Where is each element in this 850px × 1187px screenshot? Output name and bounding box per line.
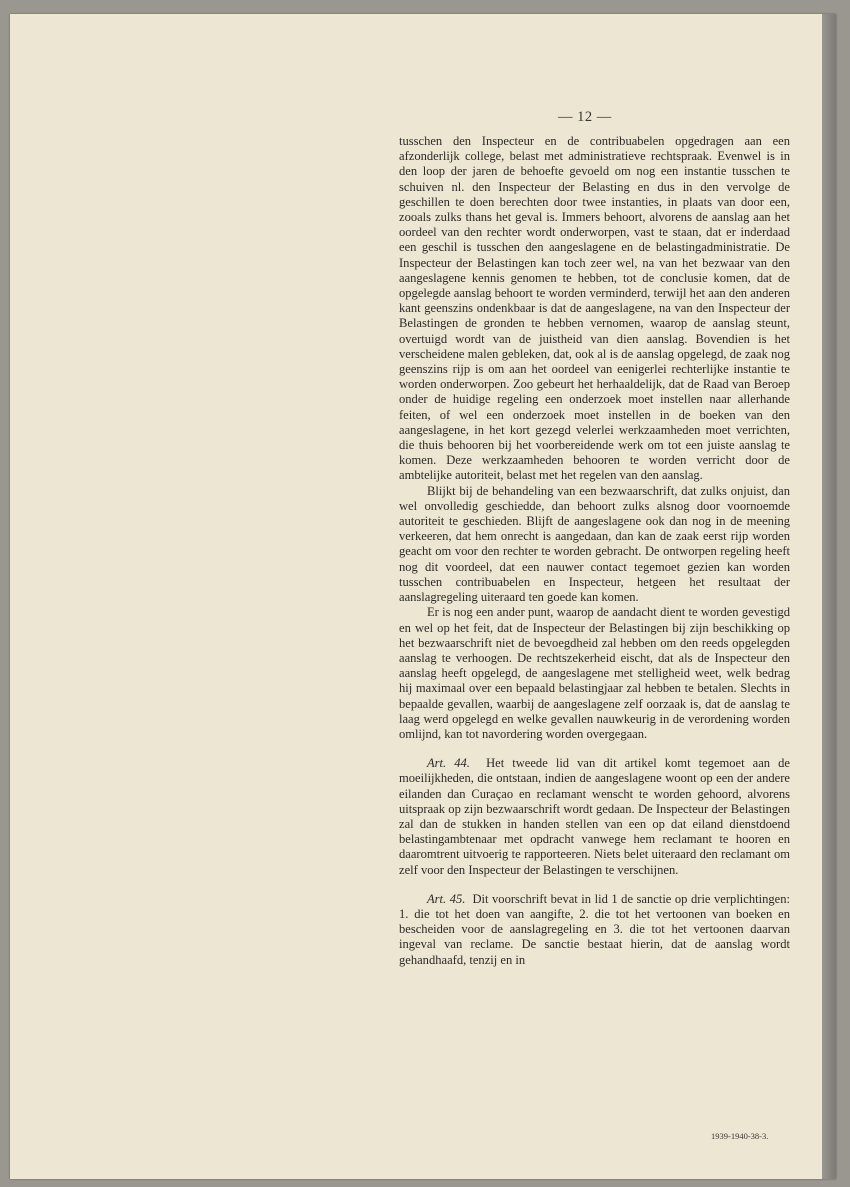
article-45-paragraph	[399, 892, 790, 968]
paragraph-1: tusschen den Inspecteur en de contribuabelen opgedragen aan een afzonderlijk college, belast met administratieve rechtspraak. Evenwel is in den loop der jaren de behoefte gevoeld om nog een instantie tusschen te schuiven nl. den Inspecteur der Belasting en dus in den vervolge de geschillen te doen berechten door twee instanties, in plaats van door een, zooals zulks thans het geval is. Immers behoort, alvorens de aanslag aan het oordeel van den rechter wordt onderworpen, vast te staan, dat er inderdaad een geschil is tusschen den aangeslagene en de belastingadministratie. De Inspecteur der Belastingen kan toch zeer wel, na van het bezwaar van den aangeslagene kennis genomen te hebben, tot de conclusie komen, dat de opgelegde aanslag behoort te worden verminderd, terwijl het aan den anderen kant geenszins ondenkbaar is dat de aangeslagene, na van den Inspecteur der Belastingen de gronden te hebben vernomen, waarop de aanslag steunt, overtuigd wordt van de juistheid van dien aanslag. Bovendien is het verscheidene malen gebleken, dat, ook al is de aanslag opgelegd, de zaak nog geenszins rijp is om aan het oordeel van eenigerlei rechterlijke instantie te worden onderworpen. Zoo gebeurt het herhaaldelijk, dat de Raad van Beroep onder de huidige regeling een onderzoek moet instellen naar allerhande feiten, of wel een onderzoek moet instellen in de boeken van den aangeslagene, in het kort gezegd velerlei werkzaamheden moet verrichten, die thuis behooren bij het voorbereidende werk om tot een juiste aanslag te komen. Deze werkzaamheden behooren te worden verricht door de ambtelijke autoriteit, belast met het regelen van den aanslag.	[399, 134, 790, 483]
page-number: — 12 —	[558, 109, 612, 125]
article-44-text: Het tweede lid van dit artikel komt tegemoet aan de moeilijkheden, die ontstaan, indien de aangeslagene woont op een der andere eilanden dan Curaçao en reclamant wenscht te worden gehoord, alvorens uitspraak op zijn bezwaarschrift wordt gedaan. De Inspecteur der Belastingen zal dan de stukken in handen stellen van een op dat eiland dienstdoend belastingambtenaar met opdracht vanwege hem reclamant te hooren en daaromtrent uitvoerig te rapporteeren. Niets belet uiteraard den reclamant om zelf voor den Inspecteur der Belastingen te verschijnen.	[399, 756, 790, 877]
paragraph-2: Blijkt bij de behandeling van een bezwaarschrift, dat zulks onjuist, dan wel onvolledig geschiedde, dan behoort zulks alsnog door voornoemde autoriteit te geschieden. Blijft de aangeslagene ook dan nog in de meening verkeeren, dat hem onrecht is aangedaan, dan kan de zaak eerst rijp worden geacht om voor den rechter te worden gebracht. De ontworpen regeling heeft nog dit voordeel, dat een nauwer contact tegemoet gezien kan worden tusschen contribuabelen en Inspecteur, hetgeen het resultaat der aanslagregeling uiteraard ten goede kan komen.	[399, 483, 790, 605]
footer-document-code: 1939-1940-38-3.	[711, 1131, 769, 1141]
article-44-label: Art. 44.	[427, 756, 470, 771]
paragraph-3: Er is nog een ander punt, waarop de aandacht dient te worden gevestigd en wel op het feit, dat de Inspecteur der Belastingen bij zijn beschikking op het bezwaarschrift niet de bevoegdheid zal hebben om den reeds opgelegden aanslag te verhoogen. De rechtszekerheid eischt, dat als de Inspecteur den aanslag heeft opgelegd, de aangeslagene met stelligheid weet, welk bedrag hij maximaal over een bepaald belastingjaar zal hebben te betalen. Slechts in bepaalde gevallen, waarbij de aangeslagene zelf oorzaak is, dat de aanslag te laag werd opgelegd en welke gevallen nauwkeurig in de verordening worden omlijnd, kan tot navordering worden overgegaan.	[399, 605, 790, 741]
body-text	[399, 134, 790, 968]
article-45-text: Dit voorschrift bevat in lid 1 de sanctie op drie verplichtingen: 1. die tot het doen van aangifte, 2. die tot het vertoonen van boeken en bescheiden voor de aanslagregeling en 3. die tot het vertoonen daarvan ingeval van reclame. De sanctie bestaat hierin, dat de aanslag wordt gehandhaafd, tenzij en in	[399, 891, 790, 967]
article-45-label: Art. 45.	[427, 891, 466, 906]
article-44-paragraph	[399, 756, 790, 878]
document-page	[10, 14, 836, 1179]
page-edge-shadow	[822, 14, 836, 1179]
